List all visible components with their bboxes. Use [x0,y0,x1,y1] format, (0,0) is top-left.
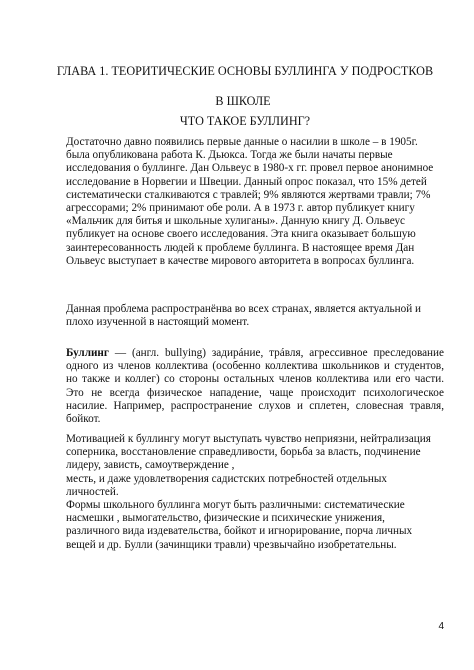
text-line: но также и коллег) со стороны остальных членов коллектива или его части. [66,373,444,386]
text-line: бойкот. [66,413,101,426]
definition-text: — (англ. bullying) задирáние, трáвля, агрессивное преследование [114,347,444,359]
text-line: соперника, восстановление справедливости, борьба за власть, подчинение [66,446,421,459]
text-line: агрессорами; 2% принимают обе роли. А в 1973 г. автор публикует книгу [66,202,415,215]
text-line: «Мальчик для битья и школьные хулиганы». Данную книгу Д. Ольвеус [66,215,406,228]
text-line: месть, и даже удовлетворения садистских потребностей отдельных [66,472,388,485]
section-title: ЧТО ТАКОЕ БУЛЛИНГ? [179,114,311,128]
text-line: личностей. [66,485,119,498]
text-line: публикует на основе своего исследования. Эта книга оказывает большую [66,228,416,241]
text-line: насмешки , вымогательство, физические и психические унижения, [66,512,385,525]
paragraph-forms [66,499,444,552]
text-line: заинтересованность людей к проблеме буллинга. В настоящее время Дан [66,241,415,254]
text-line: различного вида издевательства, бойкот и игнорирование, порча личных [66,525,413,538]
text-line: Это не всегда физическое нападение, чаще происходит психологическое [66,386,444,399]
text-line: плохо изученной в настоящий момент. [66,316,250,329]
text-line: исследования о буллинге. Дан Ольвеус в 1980-х гг. провел первое анонимное [66,162,434,175]
text-line: систематически сталкиваются с травлей; 9% являются жертвами травли; 7% [66,188,431,201]
text-line: одного из членов коллектива (особенно коллектива школьников и студентов, [66,360,444,373]
chapter-heading: ГЛАВА 1. ТЕОРИТИЧЕСКИЕ ОСНОВЫ БУЛЛИНГА У ПОДРОСТКОВ [56,64,434,78]
page-number: 4 [438,621,444,632]
text-line: исследование в Норвегии и Швеции. Данный опрос показал, что 15% детей [66,175,427,188]
text-line: Формы школьного буллинга могут быть различными: систематические [66,499,405,511]
text-line [66,347,444,360]
chapter-heading-continued: В ШКОЛЕ [215,94,271,108]
paragraph-motivation [66,433,444,499]
text-line: была опубликована работа К. Дьюкса. Тогда же были начаты первые [66,149,393,162]
text-line: вещей и др. Булли (зачинщики травли) чрезвычайно изобретательны. [66,538,397,551]
text-line: насилие. Например, распространение слухов и сплетен, словесная травля, [66,399,444,412]
paragraph-relevance [66,303,444,329]
paragraph-history [66,136,444,268]
text-line: Достаточно давно появились первые данные о насилии в школе – в 1905г. [66,136,418,148]
text-line: Мотивацией к буллингу могут выступать чувство неприязни, нейтрализация [66,433,431,445]
text-line: Данная проблема распространёнва во всех странах, является актуальной и [66,303,422,315]
definition-term: Буллинг [66,347,109,359]
text-line: лидеру, зависть, самоутверждение , [66,459,235,472]
text-line: Ольвеус выступает в качестве мирового авторитета в вопросах буллинга. [66,254,415,267]
paragraph-definition [66,347,444,426]
